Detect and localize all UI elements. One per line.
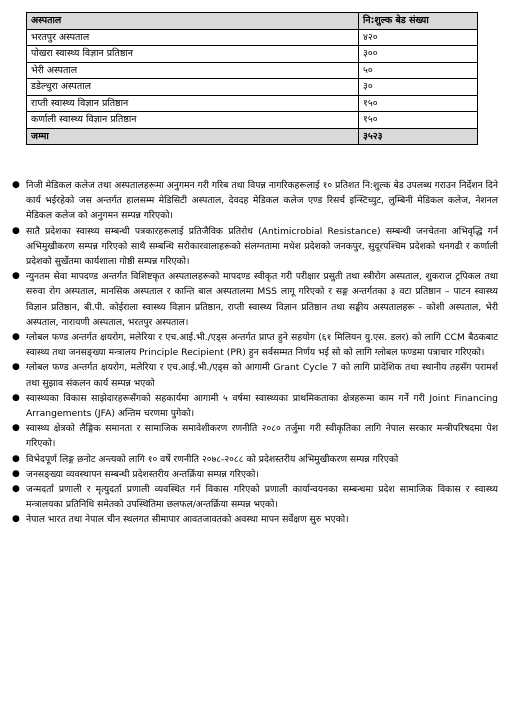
hospital-name: भरतपुर अस्पताल	[27, 29, 359, 46]
list-item	[12, 467, 498, 482]
list-item	[12, 178, 498, 224]
list-item-text: सातै प्रदेशका स्वास्थ्य सम्बन्धी पत्रकारहरूलाई प्रतिजैविक प्रतिरोध (Antimicrobial Resistance) सम्बन्धी जनचेतना अभिवृद्धि गर्न अभिमुखीकरण सम्पन्न गरिएको साथै सम्बन्धि सरोकारवालाहरूको संलग्नतामा मधेश प्रदेशको जनकपुर, सुदूरपश्चिम प्रदेशको धनगढी र कर्णाली प्रदेशको सुर्खेतमा कार्यशाला गोष्ठी सम्पन्न गरिएको।	[26, 225, 498, 268]
list-item-text: ग्लोबल फण्ड अन्तर्गत क्षयरोग, मलेरिया र एच.आई.भी./एड्स को आगामी Grant Cycle 7 को लागि प्रादेशिक तथा स्थानीय तहसँग परामर्श तथा सुझाव संकलन कार्य सम्पन्न भएको	[26, 362, 498, 389]
table-row	[27, 95, 478, 112]
hospital-name: पोखरा स्वास्थ्य विज्ञान प्रतिष्ठान	[27, 46, 359, 63]
bed-count: ३००	[359, 46, 478, 63]
header-beds: नि:शुल्क बेड संख्या	[359, 13, 478, 30]
list-item	[12, 360, 498, 390]
bed-count: १५०	[359, 112, 478, 129]
table-header-row	[27, 13, 478, 30]
table-row	[27, 112, 478, 129]
list-item-text: जन्मदर्ता प्रणाली र मृत्युदर्ता प्रणाली व्यवस्थित गर्न विकास गरिएको प्रणाली कार्यान्वयनका सम्बन्धमा प्रदेश सामाजिक विकास र स्वास्थ्य मन्त्रालयका प्रतिनिधि समेतको उपस्थितिमा छलफल/अन्तर्क्रिया सम्पन्न भएको।	[26, 484, 498, 511]
bullet-icon: ●	[12, 225, 20, 236]
hospital-name: डडेल्धुरा अस्पताल	[27, 79, 359, 96]
total-beds: ३५२३	[359, 128, 478, 145]
bullet-list	[12, 178, 498, 528]
bullet-icon: ●	[12, 423, 20, 434]
list-item	[12, 421, 498, 451]
list-item-text: विभेदपूर्ण लिङ्ग छनोट अन्त्यको लागि १० वर्षे रणनीति २०७८-२०८८ को प्रदेशस्तरीय अभिमुखीकरण सम्पन्न गरिएको	[26, 453, 399, 465]
bullet-icon: ●	[12, 484, 20, 495]
bed-count: ३०	[359, 79, 478, 96]
hospital-name: कर्णाली स्वास्थ्य विज्ञान प्रतिष्ठान	[27, 112, 359, 129]
list-item	[12, 330, 498, 360]
bed-count: ४२०	[359, 29, 478, 46]
list-item-text: ग्लोबल फण्ड अन्तर्गत क्षयरोग, मलेरिया र एच.आई.भी./एड्स अन्तर्गत प्राप्त हुने सहयोग (६१ मिलियन यु.एस. डलर) को लागि CCM बैठकबाट स्वास्थ्य तथा जनसङ्ख्या मन्त्रालय Principle Recipient (PR) हुन सर्वसम्मत निर्णय भई सो को लागि ग्लोबल फण्डमा पत्राचार गरिएको।	[26, 332, 498, 359]
list-item-text: निजी मेडिकल कलेज तथा अस्पतालहरूमा अनुगमन गरी गरिब तथा विपन्न नागरिकहरूलाई १० प्रतिशत नि:शुल्क बेड उपलब्ध गराउन निर्देशन दिने कार्य भईरहेको जस अन्तर्गत हालसम्म मेडिसिटी अस्पताल, देवदह मेडिकल कलेज एण्ड रिसर्च इन्स्टिच्युट, लुम्बिनी मेडिकल कलेज, नेशनल मेडिकल कलेज को अनुगमन सम्पन्न गरिएको।	[26, 180, 498, 222]
table-total-row	[27, 128, 478, 145]
hospital-name: भेरी अस्पताल	[27, 62, 359, 79]
list-item	[12, 224, 498, 270]
list-item-text: नेपाल भारत तथा नेपाल चीन स्थलगत सीमापार आवतजावतको अवस्था मापन सर्वेक्षण सुरु भएको।	[26, 514, 349, 526]
bullet-icon: ●	[12, 271, 20, 282]
bed-count: ५०	[359, 62, 478, 79]
hospital-name: राप्ती स्वास्थ्य विज्ञान प्रतिष्ठान	[27, 95, 359, 112]
bullet-icon: ●	[12, 453, 20, 464]
list-item-text: स्वास्थ्यका विकास साझेदारहरूसँगको सहकार्यमा आगामी ५ वर्षमा स्वास्थ्यका प्राथमिकताका क्षेत्रहरूमा काम गर्ने गरी Joint Financing Arrangements (JFA) अन्तिम चरणमा पुगेको।	[26, 392, 498, 420]
bullet-icon: ●	[12, 392, 20, 403]
table-row	[27, 62, 478, 79]
list-item	[12, 269, 498, 330]
list-item	[12, 482, 498, 512]
list-item	[12, 512, 498, 527]
table-row	[27, 46, 478, 63]
free-beds-table	[26, 12, 478, 145]
bullet-icon: ●	[12, 180, 20, 190]
header-hospital: अस्पताल	[27, 13, 359, 30]
bullet-icon: ●	[12, 362, 20, 373]
bed-count: १५०	[359, 95, 478, 112]
table-row	[27, 79, 478, 96]
total-label: जम्मा	[27, 128, 359, 145]
bullet-icon: ●	[12, 514, 20, 525]
list-item-text: स्वास्थ्य क्षेत्रको लैङ्गिक समानता र सामाजिक समावेशीकरण रणनीति २०८० तर्जुमा गरी स्वीकृतिका लागि नेपाल सरकार मन्त्रीपरिषदमा पेश गरिएको।	[26, 423, 498, 450]
list-item	[12, 391, 498, 421]
list-item-text: न्युनतम सेवा मापदण्ड अन्तर्गत विशिष्टकृत अस्पतालहरूको मापदण्ड स्वीकृत गरी परीक्षार प्रसुती तथा स्त्रीरोग अस्पताल, शुकराज ट्रपिकल तथा सरुवा रोग अस्पताल, मानसिक अस्पताल र कान्ति बाल अस्पतालमा MSS लागू गरिएको र सङ्ग अन्तर्गतका ३ वटा प्रतिष्ठान – पाटन स्वास्थ्य विज्ञान प्रतिष्ठान, बी.पी. कोईराला स्वास्थ्य विज्ञान प्रतिष्ठान, राप्ती स्वास्थ्य विज्ञान प्रतिष्ठान तथा सङ्घीय अस्पतालहरू - कोशी अस्पताल, भेरी अस्पताल, नारायणी अस्पताल, भरतपुर अस्पताल।	[26, 271, 498, 328]
list-item	[12, 452, 498, 467]
bullet-icon: ●	[12, 468, 20, 479]
table-row	[27, 29, 478, 46]
bullet-icon: ●	[12, 332, 20, 343]
list-item-text: जनसङ्ख्या व्यवस्थापन सम्बन्धी प्रदेशस्तरीय अन्तर्क्रिया सम्पन्न गरिएको।	[26, 468, 259, 480]
